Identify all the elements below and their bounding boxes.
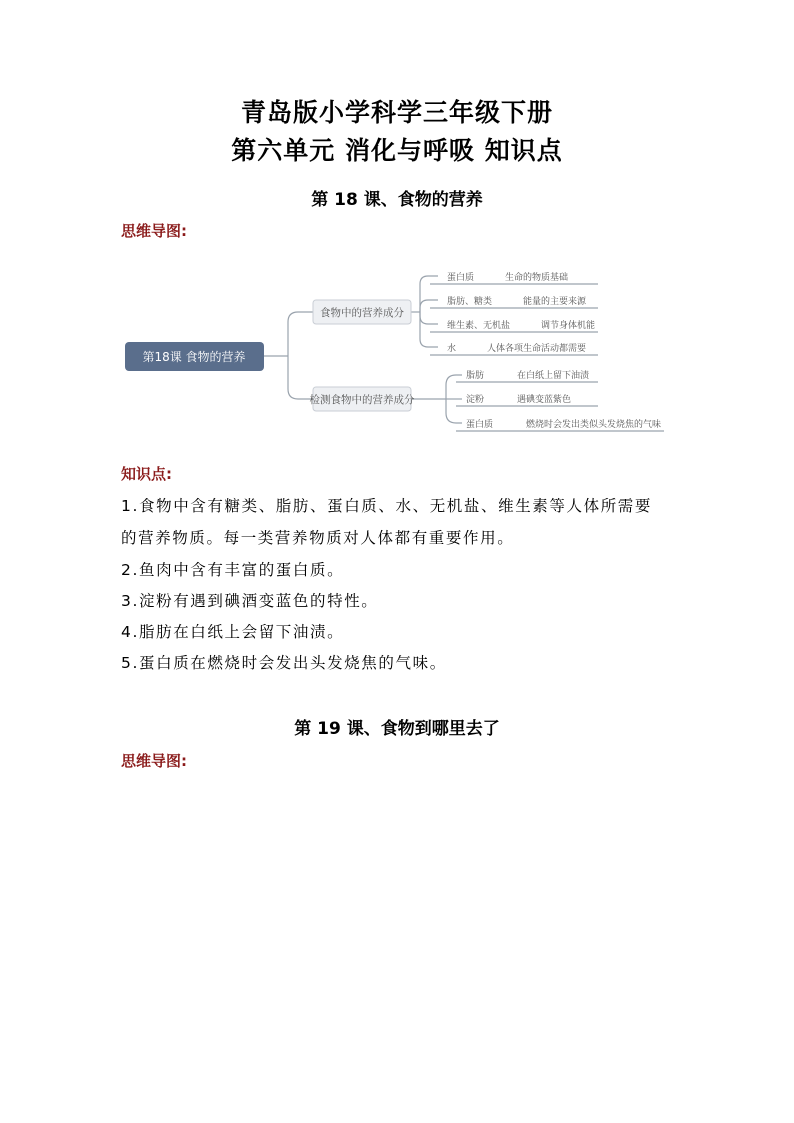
mindmap-branch2-item2-name: 淀粉 [466, 395, 485, 405]
mindmap-branch1-node [313, 300, 411, 324]
mindmap-branch2-item2-desc: 遇碘变蓝紫色 [517, 395, 572, 405]
mindmap-branch1-item4-desc: 人体各项生命活动都需要 [487, 344, 587, 354]
mindmap-branch2-item3-desc: 燃烧时会发出类似头发烧焦的气味 [526, 420, 662, 430]
mindmap-branch1-item2-desc: 能量的主要来源 [523, 297, 587, 307]
mindmap-branch2-item3-name: 蛋白质 [466, 420, 494, 430]
mindmap-branch1-item2-name: 脂肪、糖类 [447, 297, 493, 307]
lesson19-mindmap-label: 思维导图: [121, 752, 187, 770]
mindmap-branch1-item3-desc: 调节身体机能 [541, 321, 596, 331]
lesson19-title: 第 19 课、食物到哪里去了 [294, 719, 500, 739]
mindmap-branch2-node [310, 387, 415, 411]
mindmap-branch2-item1-name: 脂肪 [466, 371, 485, 381]
lesson18-title: 第 18 课、食物的营养 [311, 190, 483, 210]
knowledge-point-3: 3.淀粉有遇到碘酒变蓝色的特性。 [121, 592, 379, 610]
lesson18-knowledge-label: 知识点: [121, 465, 172, 483]
mindmap-branch1-item4-name: 水 [447, 344, 457, 354]
mindmap-branch1-item1-name: 蛋白质 [447, 273, 475, 283]
mindmap-root-label: 第18课 食物的营养 [142, 350, 246, 364]
knowledge-point-1b: 的营养物质。每一类营养物质对人体都有重要作用。 [121, 529, 515, 547]
knowledge-point-1a: 1.食物中含有糖类、脂肪、蛋白质、水、无机盐、维生素等人体所需要 [121, 497, 652, 515]
knowledge-point-4: 4.脂肪在白纸上会留下油渍。 [121, 623, 345, 641]
lesson18-mindmap [0, 255, 794, 455]
mindmap-branch2-item1-desc: 在白纸上留下油渍 [517, 371, 590, 381]
knowledge-point-5: 5.蛋白质在燃烧时会发出头发烧焦的气味。 [121, 654, 447, 672]
mindmap-branch1-item1-desc: 生命的物质基础 [505, 273, 569, 283]
document-title-line1: 青岛版小学科学三年级下册 [240, 98, 553, 127]
mindmap-branch1-item3-name: 维生素、无机盐 [447, 321, 511, 331]
document-title-line2: 第六单元 消化与呼吸 知识点 [231, 136, 563, 165]
mindmap-root-node [125, 342, 264, 371]
mindmap-branch2-label: 检测食物中的营养成分 [309, 394, 415, 406]
knowledge-point-2: 2.鱼肉中含有丰富的蛋白质。 [121, 561, 345, 579]
mindmap-branch1-label: 食物中的营养成分 [320, 307, 404, 319]
lesson18-mindmap-label: 思维导图: [121, 222, 187, 240]
